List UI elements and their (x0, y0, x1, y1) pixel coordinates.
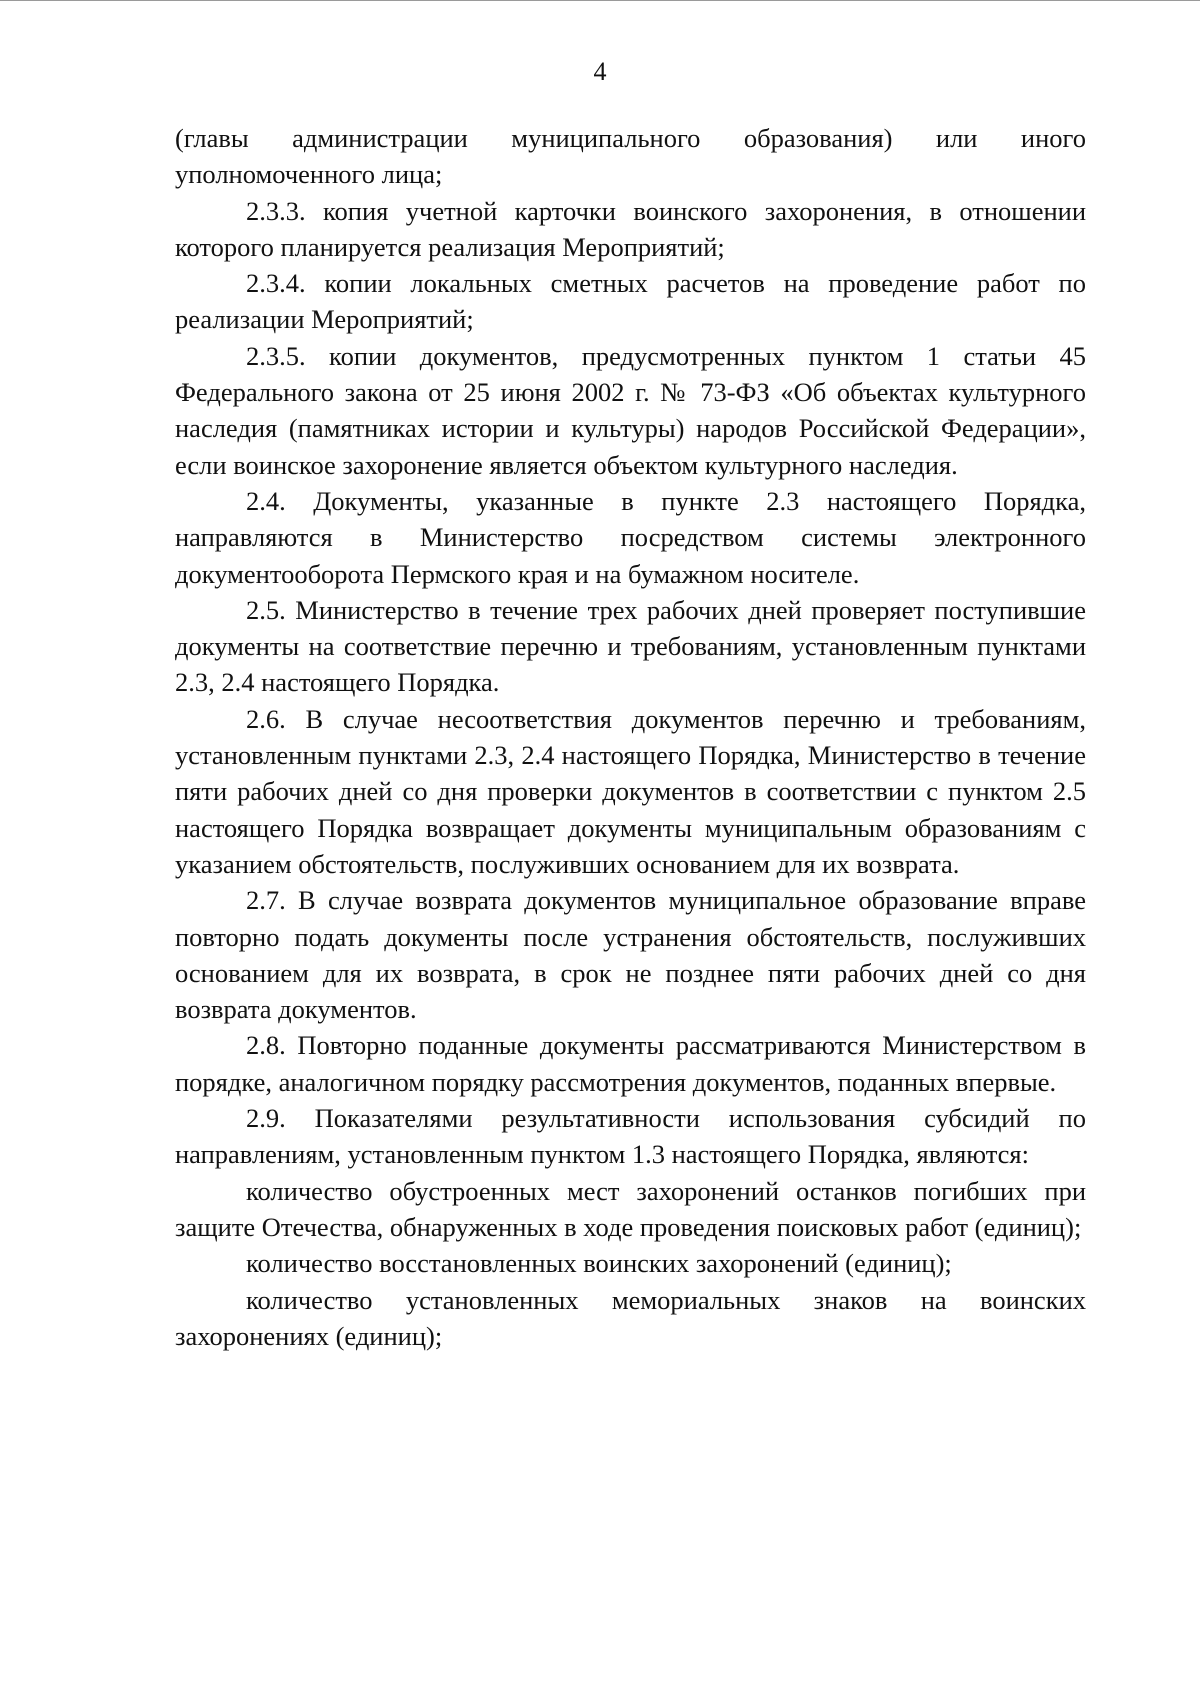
paragraph-2-4: 2.4. Документы, указанные в пункте 2.3 настоящего Порядка, направляются в Министерство посредством системы электронного документооборота Пермского края и на бумажном носителе. (175, 485, 1086, 589)
paragraph-2-9: 2.9. Показателями результативности использования субсидий по направлениям, установленным пунктом 1.3 настоящего Порядка, являются: (175, 1103, 1086, 1170)
paragraph-2-5: 2.5. Министерство в течение трех рабочих дней проверяет поступившие документы на соответствие перечню и требованиям, установленным пунктами 2.3, 2.4 настоящего Порядка. (175, 594, 1086, 698)
top-edge-line (0, 0, 1200, 1)
indicator-restored-burials: количество восстановленных воинских захоронений (единиц); (246, 1248, 952, 1279)
paragraph-2-3-3: 2.3.3. копия учетной карточки воинского захоронения, в отношении которого планируется реализация Мероприятий; (175, 195, 1086, 262)
indicator-memorial-signs: количество установленных мемориальных знаков на воинских захоронениях (единиц); (175, 1284, 1086, 1351)
paragraph-2-3-4: 2.3.4. копии локальных сметных расчетов на проведение работ по реализации Мероприятий; (175, 268, 1086, 335)
paragraph-2-8: 2.8. Повторно поданные документы рассматриваются Министерством в порядке, аналогичном порядку рассмотрения документов, поданных впервые. (175, 1030, 1086, 1097)
paragraph-continuation: (главы администрации муниципального образования) или иного уполномоченного лица; (175, 123, 1086, 190)
paragraph-2-3-5: 2.3.5. копии документов, предусмотренных пунктом 1 статьи 45 Федерального закона от 25 июня 2002 г. № 73-ФЗ «Об объектах культурного наследия (памятниках истории и культуры) народов Российской Федерации», если воинское захоронение является объектом культурного наследия. (175, 340, 1086, 480)
document-body (175, 120, 1086, 1354)
indicator-burial-places: количество обустроенных мест захоронений останков погибших при защите Отечества, обнаруженных в ходе проведения поисковых работ (единиц); (175, 1175, 1086, 1242)
paragraph-2-7: 2.7. В случае возврата документов муниципальное образование вправе повторно подать документы после устранения обстоятельств, послуживших основанием для их возврата, в срок не позднее пяти рабочих дней со дня возврата документов. (175, 885, 1086, 1025)
page-number: 4 (593, 57, 607, 86)
paragraph-2-6: 2.6. В случае несоответствия документов перечню и требованиям, установленным пунктами 2.3, 2.4 настоящего Порядка, Министерство в течение пяти рабочих дней со дня проверки документов в соответствии с пунктом 2.5 настоящего Порядка возвращает документы муниципальным образованиям с указанием обстоятельств, послуживших основанием для их возврата. (175, 703, 1086, 879)
